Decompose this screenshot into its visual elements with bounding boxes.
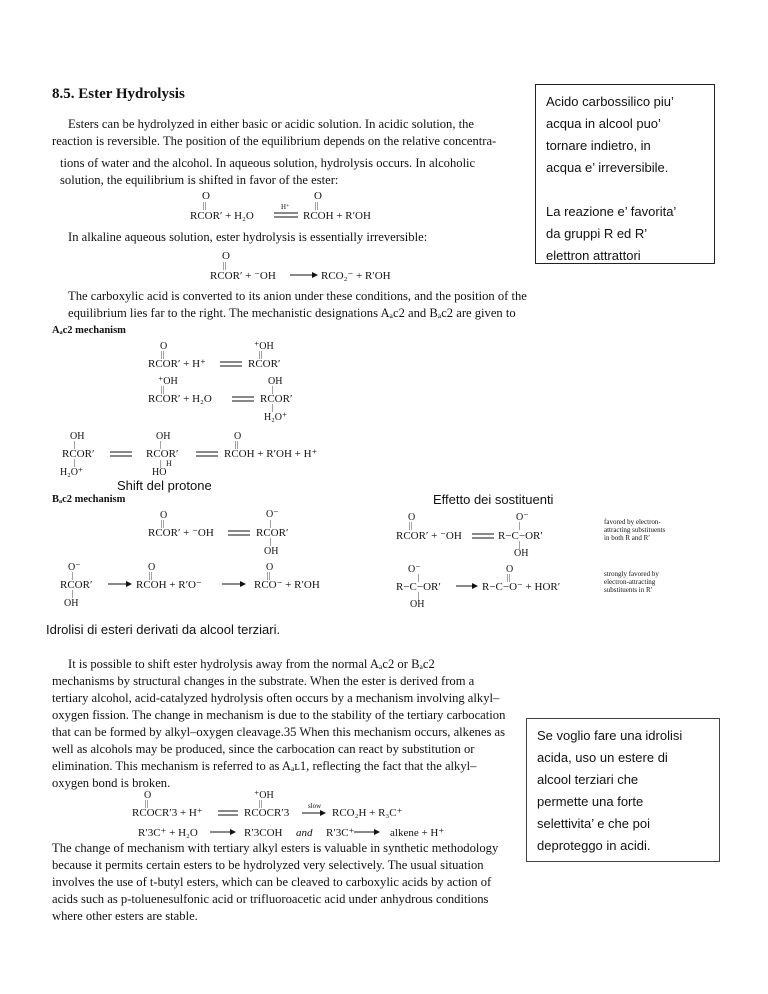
- svg-text:R−C−OR′: R−C−OR′: [396, 581, 441, 593]
- svg-text:|: |: [418, 573, 420, 582]
- svg-text:RCO₂H + R₃C⁺: RCO₂H + R₃C⁺: [332, 807, 403, 819]
- aal1-mechanism-scheme: [132, 788, 512, 840]
- svg-text:RCOCR′3: RCOCR′3: [244, 807, 290, 819]
- annotation-box-right-bottom: [526, 718, 720, 862]
- note-line: acida, uso un estere di: [537, 750, 668, 765]
- svg-text:O⁻: O⁻: [266, 509, 279, 520]
- eq-acid-reactant: RCOR′ + H₂O: [190, 210, 254, 222]
- svg-text:⁺OH: ⁺OH: [158, 376, 178, 387]
- svg-text:RCOR′: RCOR′: [260, 393, 293, 405]
- svg-text:|: |: [519, 521, 521, 530]
- svg-text:RCOR′ + ⁻OH: RCOR′ + ⁻OH: [148, 527, 214, 539]
- note-line: elettron attrattori: [546, 248, 641, 263]
- section-title: 8.5. Ester Hydrolysis: [52, 86, 185, 102]
- text-line: mechanisms by structural changes in the substrate. When the ester is derived from a: [52, 674, 475, 688]
- text-line: reaction is reversible. The position of the equilibrium depends on the relative concentra-: [52, 134, 497, 148]
- eq-base-product: RCO₂⁻ + R′OH: [321, 270, 391, 282]
- svg-text:||: ||: [149, 571, 153, 580]
- note-line: da gruppi R ed R’: [546, 226, 648, 241]
- note-line: acqua in alcool puo’: [546, 116, 661, 131]
- svg-text:RCOCR′3 + H⁺: RCOCR′3 + H⁺: [132, 807, 203, 819]
- svg-text:O: O: [202, 190, 210, 202]
- svg-text:OH: OH: [410, 599, 425, 610]
- equation-acid-hydrolysis: [190, 188, 430, 224]
- svg-text:R′3C⁺ + H₂O: R′3C⁺ + H₂O: [138, 827, 198, 839]
- annotation-box-right-top: [535, 84, 715, 264]
- text-line: because it permits certain esters to be hydrolyzed very selectively. The usual situation: [52, 858, 484, 872]
- paragraph-tertiary-esters: [52, 840, 522, 925]
- svg-text:||: ||: [223, 261, 227, 270]
- svg-text:O: O: [234, 431, 242, 442]
- svg-text:H₂O⁺: H₂O⁺: [60, 467, 84, 478]
- svg-text:O⁻: O⁻: [408, 564, 421, 575]
- svg-text:R′3COH: R′3COH: [244, 827, 283, 839]
- note-line: permette una forte: [537, 794, 644, 809]
- eq-base-reactant: RCOR′ + ⁻OH: [210, 270, 276, 282]
- paragraph-alkaline: In alkaline aqueous solution, ester hydrolysis is essentially irreversible:: [68, 230, 428, 244]
- substituent-effect-scheme: [396, 510, 726, 610]
- svg-text:favored by electron-: favored by electron-: [604, 518, 661, 526]
- svg-text:and: and: [296, 827, 313, 839]
- paragraph-equilibrium: [60, 155, 530, 189]
- svg-text:substituents in R′: substituents in R′: [604, 586, 653, 594]
- svg-text:||: ||: [409, 521, 413, 530]
- text-line: well as alcohols may be produced, since the carbocation can react by substitution or: [52, 742, 475, 756]
- text-line: oxygen fission. The change in mechanism is due to the stability of the tertiary carbocation: [52, 708, 506, 722]
- svg-text:|: |: [272, 385, 274, 394]
- text-line: Esters can be hydrolyzed in either basic or acidic solution. In acidic solution, the: [68, 117, 475, 131]
- svg-text:H: H: [166, 459, 172, 468]
- text-line: oxygen bond is broken.: [52, 776, 171, 790]
- paragraph-aal1: [52, 656, 522, 792]
- svg-text:|: |: [270, 519, 272, 528]
- svg-text:H₂O⁺: H₂O⁺: [264, 412, 288, 423]
- svg-text:OH: OH: [64, 598, 79, 609]
- svg-text:O: O: [314, 190, 322, 202]
- svg-text:|: |: [74, 440, 76, 449]
- svg-text:HO: HO: [152, 467, 167, 478]
- svg-text:RCOR′: RCOR′: [248, 358, 281, 370]
- svg-text:O: O: [408, 512, 416, 523]
- svg-text:|: |: [519, 540, 521, 549]
- svg-text:OH: OH: [264, 546, 279, 557]
- text-line: tertiary alcohol, acid-catalyzed hydrolysis often occurs by a mechanism involving alkyl–: [52, 691, 500, 705]
- caption-tertiary-esters: Idrolisi di esteri derivati da alcool terziari.: [46, 622, 281, 637]
- svg-text:R−C−OR′: R−C−OR′: [498, 530, 543, 542]
- svg-text:|: |: [270, 537, 272, 546]
- svg-text:||: ||: [259, 350, 263, 359]
- paragraph-anion: [68, 288, 538, 322]
- svg-text:OH: OH: [268, 376, 283, 387]
- svg-text:alkene + H⁺: alkene + H⁺: [390, 827, 445, 839]
- svg-text:electron-attracting: electron-attracting: [604, 578, 656, 586]
- text-line: The carboxylic acid is converted to its anion under these conditions, and the position of the: [68, 289, 527, 303]
- svg-text:R−C−O⁻ + HOR′: R−C−O⁻ + HOR′: [482, 581, 561, 593]
- aac2-mechanism-label: Aₐc2 mechanism: [52, 325, 126, 336]
- svg-text:R′3C⁺: R′3C⁺: [326, 827, 355, 839]
- svg-text:O: O: [144, 790, 152, 801]
- note-line: La reazione e’ favorita’: [546, 204, 677, 219]
- svg-text:|: |: [418, 591, 420, 600]
- svg-text:attracting substituents: attracting substituents: [604, 526, 666, 534]
- svg-text:O: O: [506, 564, 514, 575]
- svg-text:O: O: [266, 562, 274, 573]
- svg-text:O: O: [160, 341, 168, 352]
- text-line: elimination. This mechanism is referred to as Aₐʟ1, reflecting the fact that the alkyl–: [52, 759, 477, 773]
- svg-text:RCOR′ + H⁺: RCOR′ + H⁺: [148, 358, 206, 370]
- note-line: alcool terziari che: [537, 772, 639, 787]
- paragraph-intro: [52, 116, 522, 150]
- note-line: acqua e’ irreversibile.: [546, 160, 669, 175]
- svg-text:||: ||: [267, 571, 271, 580]
- svg-text:RCOR′: RCOR′: [60, 579, 93, 591]
- svg-text:O⁻: O⁻: [68, 562, 81, 573]
- eq-acid-catalyst: H⁺: [281, 203, 290, 211]
- svg-text:|: |: [272, 403, 274, 412]
- note-line: Acido carbossilico piu’: [546, 94, 674, 109]
- svg-text:||: ||: [235, 440, 239, 449]
- svg-text:OH: OH: [514, 548, 529, 559]
- svg-text:||: ||: [161, 519, 165, 528]
- note-line: Se voglio fare una idrolisi: [537, 728, 683, 743]
- equation-base-hydrolysis: [210, 248, 410, 284]
- svg-text:OH: OH: [70, 431, 85, 442]
- svg-text:RCOH + R′O⁻: RCOH + R′O⁻: [136, 579, 202, 591]
- text-line: solution, the equilibrium is shifted in favor of the ester:: [60, 173, 339, 187]
- svg-text:RCOR′ + ⁻OH: RCOR′ + ⁻OH: [396, 530, 462, 542]
- svg-text:⁺OH: ⁺OH: [254, 790, 274, 801]
- note-line: selettivita’ e che poi: [537, 816, 650, 831]
- bac2-mechanism-label: Bₐc2 mechanism: [52, 494, 126, 505]
- svg-text:||: ||: [507, 573, 511, 582]
- text-line: that can be formed by alkyl–oxygen cleavage.35 When this mechanism occurs, alkenes as: [52, 725, 505, 739]
- eq-acid-product: RCOH + R′OH: [303, 210, 371, 222]
- svg-text:RCOH + R′OH + H⁺: RCOH + R′OH + H⁺: [224, 448, 318, 460]
- svg-text:OH: OH: [156, 431, 171, 442]
- svg-text:||: ||: [145, 799, 149, 808]
- svg-text:||: ||: [161, 350, 165, 359]
- svg-text:RCOR′: RCOR′: [256, 527, 289, 539]
- text-line: where other esters are stable.: [52, 909, 198, 923]
- aac2-mechanism-scheme: [56, 340, 356, 485]
- bac2-mechanism-scheme: [56, 505, 376, 610]
- caption-substituent-effect: Effetto dei sostituenti: [433, 492, 554, 507]
- svg-text:|: |: [72, 589, 74, 598]
- note-line: tornare indietro, in: [546, 138, 651, 153]
- svg-text:||: ||: [203, 201, 207, 210]
- text-line: The change of mechanism with tertiary alkyl esters is valuable in synthetic methodology: [52, 841, 499, 855]
- svg-text:RCO⁻ + R′OH: RCO⁻ + R′OH: [254, 579, 320, 591]
- text-line: involves the use of t-butyl esters, which can be cleaved to carboxylic acids by action of: [52, 875, 492, 889]
- svg-text:|: |: [160, 440, 162, 449]
- svg-text:||: ||: [259, 799, 263, 808]
- svg-text:||: ||: [315, 201, 319, 210]
- text-line: equilibrium lies far to the right. The mechanistic designations Aₐc2 and Bₐc2 are given to: [68, 306, 516, 320]
- caption-proton-shift: Shift del protone: [117, 478, 212, 493]
- svg-text:O: O: [160, 510, 168, 521]
- text-line: tions of water and the alcohol. In aqueous solution, hydrolysis occurs. In alcoholic: [60, 156, 476, 170]
- svg-text:in both R and R′: in both R and R′: [604, 534, 650, 542]
- svg-text:RCOR′: RCOR′: [62, 448, 95, 460]
- svg-text:O: O: [148, 562, 156, 573]
- text-line: acids such as p-toluenesulfonic acid or trifluoroacetic acid under anhydrous conditions: [52, 892, 489, 906]
- svg-text:strongly favored by: strongly favored by: [604, 570, 659, 578]
- svg-text:|: |: [72, 571, 74, 580]
- text-line: It is possible to shift ester hydrolysis away from the normal Aₐc2 or Bₐc2: [68, 657, 435, 671]
- svg-text:RCOR′: RCOR′: [146, 448, 179, 460]
- svg-text:|: |: [74, 458, 76, 467]
- svg-text:⁺OH: ⁺OH: [254, 341, 274, 352]
- svg-text:||: ||: [161, 385, 165, 394]
- svg-text:O⁻: O⁻: [516, 512, 529, 523]
- note-line: [546, 179, 706, 201]
- svg-text:|: |: [160, 459, 162, 468]
- svg-text:O: O: [222, 250, 230, 262]
- note-line: deproteggo in acidi.: [537, 838, 651, 853]
- svg-text:RCOR′ + H₂O: RCOR′ + H₂O: [148, 393, 212, 405]
- svg-text:slow: slow: [308, 802, 322, 810]
